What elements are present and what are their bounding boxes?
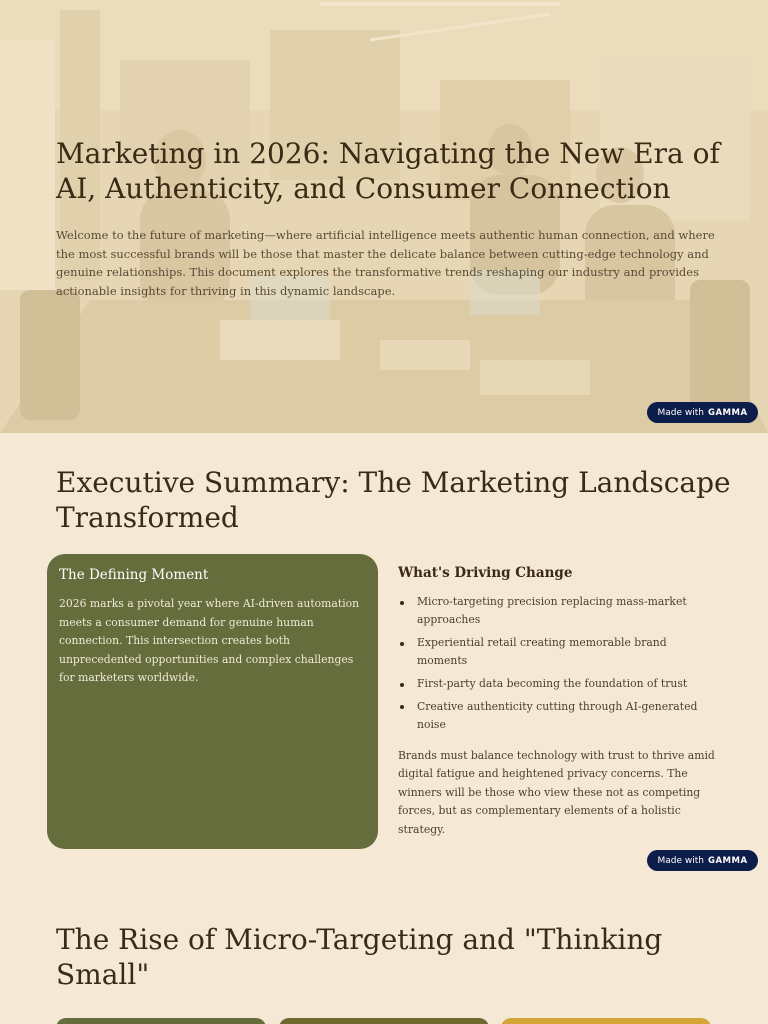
executive-summary-heading: Executive Summary: The Marketing Landscape Transformed (56, 466, 731, 534)
driving-change-closing: Brands must balance technology with trust to thrive amid digital fatigue and heightened privacy concerns. The winners will be those who view these not as competing forces, but as complementary elements of a holistic strategy. (398, 748, 715, 836)
made-with-gamma-badge[interactable] (647, 850, 758, 871)
list-item: Experiential retail creating memorable brand moments (398, 634, 718, 671)
defining-moment-card (47, 554, 378, 849)
made-with-gamma-badge[interactable] (647, 402, 758, 423)
badge-prefix: Made with (657, 407, 704, 418)
driving-change-column (398, 563, 718, 840)
gamma-logo: GAMMA (707, 407, 748, 418)
defining-moment-body: 2026 marks a pivotal year where AI-driven automation meets a consumer demand for genuine human connection. This intersection creates both unprecedented opportunities and complex challenges for marketers worldwide. (59, 597, 360, 685)
micro-card-1 (56, 1018, 266, 1024)
list-item: Creative authenticity cutting through AI-generated noise (398, 698, 718, 735)
driving-change-heading: What's Driving Change (398, 565, 573, 581)
badge-prefix: Made with (657, 855, 704, 866)
page-title: Marketing in 2026: Navigating the New Era of AI, Authenticity, and Consumer Connection (56, 137, 720, 205)
gamma-logo: GAMMA (707, 855, 748, 866)
list-item: First-party data becoming the foundation of trust (398, 675, 718, 693)
micro-targeting-heading: The Rise of Micro-Targeting and "Thinking Small" (56, 923, 663, 991)
hero-overlay (0, 0, 768, 433)
hero-section (0, 0, 768, 433)
micro-card-2 (279, 1018, 489, 1024)
defining-moment-heading: The Defining Moment (59, 567, 209, 583)
hero-intro-text: Welcome to the future of marketing—where artificial intelligence meets authentic human connection, and where the most successful brands will be those that master the delicate balance between cutting-edge technology and genuine relationships. This document explores the transformative trends reshaping our industry and provides actionable insights for thriving in this dynamic landscape. (56, 228, 715, 298)
driving-change-list (398, 593, 718, 735)
list-item: Micro-targeting precision replacing mass-market approaches (398, 593, 718, 630)
micro-card-3 (501, 1018, 711, 1024)
